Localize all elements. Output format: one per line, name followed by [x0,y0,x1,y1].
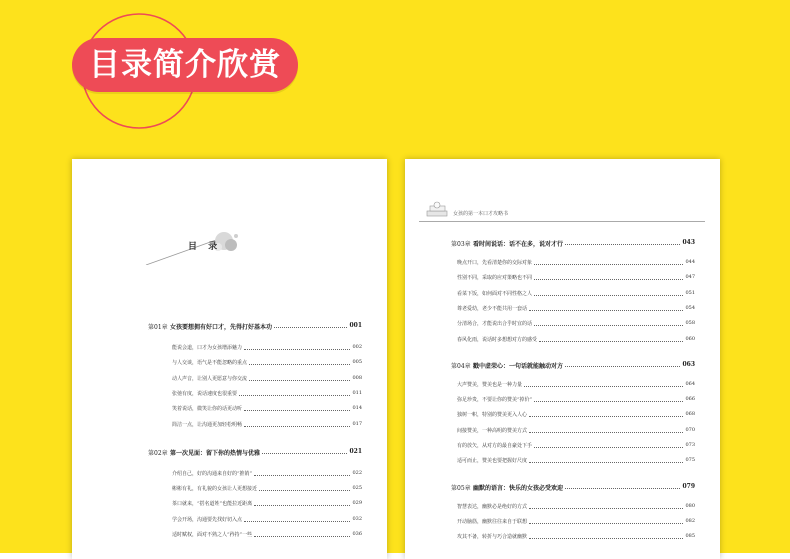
running-header: 女孩的第一本口才攻略书 [453,211,509,217]
entry-title: 性别不同，采取的应对策略也不同 [457,275,533,282]
entry-page-number: 022 [352,469,362,476]
toc-chapter-row[interactable] [148,322,362,332]
toc-chapter-row[interactable] [451,483,695,493]
dot-leader [534,320,683,326]
chapter-page-number: 043 [682,239,695,246]
header-rule [419,221,705,222]
entry-page-number: 058 [685,320,695,327]
chapter-page-number: 001 [349,322,362,329]
toc-entry-row[interactable] [457,533,695,543]
dot-leader [262,448,347,454]
toc-entry-row[interactable] [172,516,362,526]
entry-title: 适时赋权，面对不熟之人“矜持”一些 [172,532,253,538]
toc-entry-row[interactable] [172,470,362,480]
dot-leader [534,259,683,265]
chapter-page-number: 063 [682,360,695,368]
dot-leader [259,485,350,491]
chapter-number: 第04章 [451,362,471,370]
entry-title: 动人声音，让别人更愿意与你交流 [172,375,248,382]
dot-leader [529,427,683,433]
dot-leader [524,381,683,387]
entry-page-number: 044 [685,259,695,265]
book-stack-icon [425,201,449,219]
chapter-number: 第03章 [451,241,471,248]
toc-entry-row[interactable] [172,485,362,495]
entry-page-number: 025 [352,485,362,492]
toc-entry-row[interactable] [457,320,695,330]
chapter-title: 幽默的语言：快乐的女孩必受欢迎 [473,484,564,492]
dot-leader [534,396,683,402]
toc-entry-row[interactable] [172,421,362,431]
chapter-title: 看时间说话：话不在多，说对才行 [473,241,564,248]
toc-entry-row[interactable] [457,427,695,437]
entry-page-number: 075 [685,457,695,464]
toc-title: 目 录 [188,242,222,252]
entry-page-number: 047 [685,274,695,281]
entry-page-number: 008 [352,374,362,381]
entry-title: 看菜下饭，如何面对不同性格之人 [457,290,533,297]
entry-title: 学会开场，沟通要先找好切入点 [172,516,243,523]
toc-chapter-row[interactable] [451,239,695,249]
entry-title: 尊老爱幼，老少不能共用一套话 [457,305,528,312]
entry-page-number: 064 [685,380,695,387]
banner-label: 目录简介欣赏 [89,47,281,83]
entry-title: 有的放矢，从对方的最自豪处下手 [457,443,533,449]
toc-entry-row[interactable] [457,411,695,421]
entry-title: 茶口就来，“搭名道姓”也能拉近距离 [172,501,253,508]
toc-entry-row[interactable] [457,457,695,467]
entry-page-number: 011 [352,389,362,396]
entry-page-number: 054 [685,304,695,311]
entry-page-number: 068 [685,411,695,418]
entry-page-number: 085 [685,533,695,540]
dot-leader [244,516,350,522]
chapter-heading [451,239,564,248]
dot-leader [534,442,683,448]
entry-page-number: 051 [685,289,695,296]
section-banner [72,38,298,92]
toc-entry-row[interactable] [172,344,362,354]
dot-leader [239,390,350,396]
entry-title: 晚点开口，先看清楚你的交际对象 [457,260,533,266]
entry-title: 弥足珍贵，不要让你的赞美“掉价” [457,397,533,404]
entry-page-number: 036 [352,531,362,537]
chapter-heading [451,361,564,370]
entry-page-number: 002 [352,344,362,350]
chapter-title: 第一次见面：留下你的热情与优雅 [170,449,261,457]
dot-leader [534,274,683,280]
toc-entry-row[interactable] [172,500,362,510]
entry-title: 大声赞美，赞美也是一种力量 [457,381,523,388]
entry-page-number: 014 [352,405,362,412]
toc-entry-row[interactable] [457,305,695,315]
toc-page-left [72,159,387,559]
chapter-number: 第02章 [148,449,168,457]
entry-title: 攻其不备，转折与巧合造就幽默 [457,534,528,541]
toc-entry-row[interactable] [457,396,695,406]
chapter-heading [148,322,273,331]
entry-title: 适可而止，赞美也要把握好尺度 [457,458,528,465]
entry-title: 分清场合，才能说出合乎时宜的话 [457,321,533,328]
toc-entry-row[interactable] [457,442,695,452]
toc-chapter-row[interactable] [451,361,695,371]
dot-leader [529,411,683,417]
chapter-page-number: 021 [349,447,362,455]
dot-leader [534,290,683,296]
entry-title: 彬彬有礼，有礼貌的女孩让人更想接近 [172,486,258,493]
dot-leader [254,470,350,476]
entry-title: 能说会道，口才为女孩增添魅力 [172,345,243,351]
entry-title: 间接赞美，一种高明的赞美方式 [457,427,528,434]
dot-leader [529,503,683,509]
entry-title: 与人交谈，语气是不能忽略的重点 [172,360,248,367]
chapter-title: 戳中虚荣心：一句话就能触动对方 [473,362,564,370]
dot-leader [565,361,680,367]
entry-page-number: 017 [352,420,362,427]
toc-entry-row[interactable] [172,390,362,400]
entry-page-number: 060 [685,335,695,342]
toc-chapter-row[interactable] [148,448,362,458]
entry-title: 独树一帜，特别的赞美更入人心 [457,412,528,419]
toc-entry-row[interactable] [457,336,695,346]
entry-page-number: 005 [352,359,362,366]
toc-entry-row[interactable] [457,274,695,284]
chapter-number: 第01章 [148,324,168,331]
entry-title: 介绍自己，好的沟通来自好的“推销” [172,470,253,477]
entry-page-number: 082 [685,517,695,524]
dot-leader [529,533,683,539]
entry-page-number: 080 [685,502,695,509]
toc-emblem-icon [132,225,312,265]
dot-leader [249,359,350,365]
dot-leader [565,483,680,489]
toc-entry-row[interactable] [457,518,695,528]
toc-entry-row[interactable] [457,381,695,391]
entry-title: 张弛有度，说话速度也很重要 [172,390,238,397]
entry-page-number: 073 [685,442,695,448]
toc-entry-row[interactable] [457,290,695,300]
entry-page-number: 032 [352,515,362,522]
dot-leader [529,518,683,524]
entry-page-number: 029 [352,500,362,507]
toc-entry-row[interactable] [172,359,362,369]
dot-leader [529,305,683,311]
entry-title: 简洁一点，让沟通更加轻松明畅 [172,421,243,428]
dot-leader [244,405,350,411]
dot-leader [254,500,350,506]
chapter-title: 女孩要想拥有好口才，先得打好基本功 [170,324,273,331]
dot-leader [254,531,350,537]
toc-entry-row[interactable] [172,375,362,385]
chapter-number: 第05章 [451,484,471,492]
toc-page-right [405,159,720,559]
entry-title: 开动脑筋，幽默往往来自于联想 [457,518,528,525]
dot-leader [539,336,683,342]
toc-entry-row[interactable] [172,405,362,415]
toc-entry-row[interactable] [457,503,695,513]
chapter-page-number: 079 [682,482,695,490]
chapter-heading [451,483,564,492]
toc-entry-row[interactable] [172,531,362,541]
dot-leader [249,375,350,381]
entry-page-number: 066 [685,396,695,403]
entry-title: 春风化雨，说话时多想想对方的感受 [457,336,538,343]
chapter-heading [148,448,261,457]
dot-leader [565,239,680,245]
entry-page-number: 070 [685,426,695,433]
dot-leader [529,457,683,463]
toc-entry-row[interactable] [457,259,695,269]
entry-title: 笑着说话，微笑让你的话更动听 [172,406,243,413]
dot-leader [244,421,350,427]
dot-leader [274,322,347,328]
dot-leader [244,344,350,350]
entry-title: 智慧表达，幽默必是绝好的方式 [457,503,528,510]
